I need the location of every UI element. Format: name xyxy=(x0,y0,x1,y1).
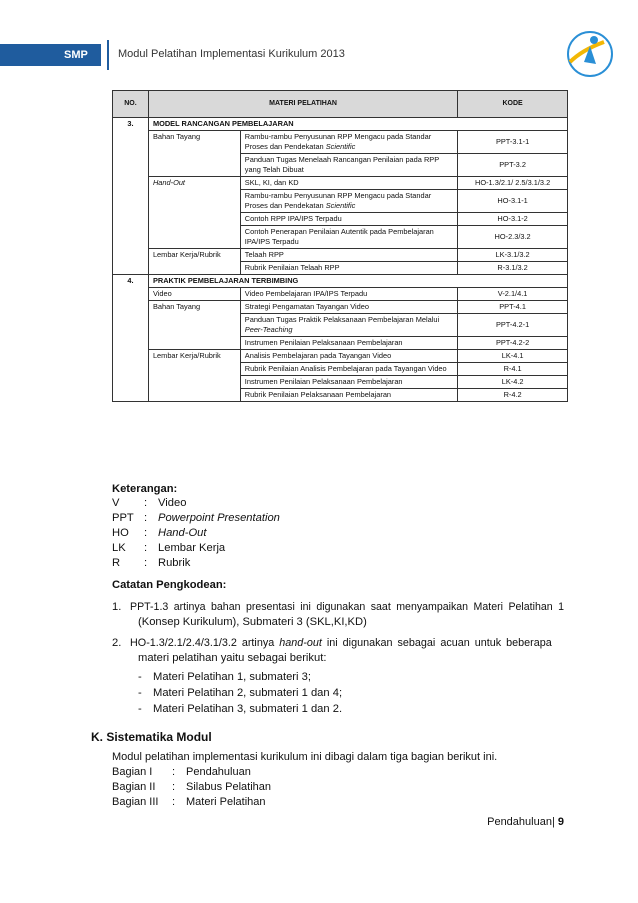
part-colon: : xyxy=(172,796,176,808)
legend-item: HO : Hand-Out xyxy=(112,527,207,539)
part-name: Materi Pelatihan xyxy=(186,796,266,808)
header-badge-bar xyxy=(0,44,101,66)
bullet-dash: - xyxy=(138,687,142,699)
s3-bahan-tayang: Bahan Tayang xyxy=(148,131,240,177)
table-row: Video Pembelajaran IPA/IPS Terpadu xyxy=(240,288,457,301)
catatan-p1-line1: PPT-1.3 artinya bahan presentasi ini digunakan saat menyampaikan Materi Pelatihan 1 xyxy=(130,601,564,613)
footer-label: Pendahuluan| xyxy=(487,816,555,828)
table-row: Rubrik Penilaian Pelaksanaan Pembelajaran xyxy=(240,389,457,402)
table-row: Panduan Tugas Praktik Pelaksanaan Pembelajaran Melalui Peer-Teaching xyxy=(240,314,457,337)
table-row: Instrumen Penilaian Pelaksanaan Pembelajaran xyxy=(240,337,457,350)
part-label: Bagian I xyxy=(112,766,153,778)
kode-cell: HO-1.3/2.1/ 2.5/3.1/3.2 xyxy=(458,177,568,190)
legend-item: LK : Lembar Kerja xyxy=(112,542,226,554)
catatan-p2-line1: HO-1.3/2.1/2.4/3.1/3.2 artinya hand-out ini digunakan sebagai acuan untuk beberapa xyxy=(130,637,552,649)
table-row: Rubrik Penilaian Analisis Pembelajaran pada Tayangan Video xyxy=(240,363,457,376)
s3-lembar: Lembar Kerja/Rubrik xyxy=(148,249,240,275)
table-row: Strategi Pengamatan Tayangan Video xyxy=(240,301,457,314)
page-number: 9 xyxy=(557,816,564,828)
table-row: Contoh RPP IPA/IPS Terpadu xyxy=(240,213,457,226)
catatan-p2-line2: materi pelatihan yaitu sebagai berikut: xyxy=(138,652,327,664)
table-row: Telaah RPP xyxy=(240,249,457,262)
table-row: Instrumen Penilaian Pelaksanaan Pembelajaran xyxy=(240,376,457,389)
catatan-title: Catatan Pengkodean: xyxy=(112,579,227,591)
list-number: 2. xyxy=(112,637,122,649)
col-no: NO. xyxy=(113,91,149,118)
legend-item: PPT : Powerpoint Presentation xyxy=(112,512,280,524)
part-name: Pendahuluan xyxy=(186,766,251,778)
header-divider xyxy=(107,40,109,70)
list-item: Materi Pelatihan 3, submateri 1 dan 2. xyxy=(153,703,343,715)
kode-cell: HO-3.1-2 xyxy=(458,213,568,226)
kode-cell: PPT-4.2-2 xyxy=(458,337,568,350)
s4-video: Video xyxy=(148,288,240,301)
bullet-dash: - xyxy=(138,703,142,715)
table-row: Rambu-rambu Penyusunan RPP Mengacu pada Standar Proses dan Pendekatan Scientific xyxy=(240,190,457,213)
kemdikbud-logo-icon xyxy=(560,28,616,84)
header-badge: SMP xyxy=(64,49,88,61)
bullet-dash: - xyxy=(138,671,142,683)
section3-title: MODEL RANCANGAN PEMBELAJARAN xyxy=(148,118,567,131)
part-label: Bagian II xyxy=(112,781,156,793)
kode-cell: PPT-4.1 xyxy=(458,301,568,314)
kode-cell: R-4.2 xyxy=(458,389,568,402)
part-colon: : xyxy=(172,781,176,793)
table-row: Rambu-rambu Penyusunan RPP Mengacu pada Standar Proses dan Pendekatan Scientific xyxy=(240,131,457,154)
legend-item: V : Video xyxy=(112,497,187,509)
kode-cell: R-4.1 xyxy=(458,363,568,376)
col-materi: MATERI PELATIHAN xyxy=(148,91,457,118)
part-label: Bagian III xyxy=(112,796,159,808)
kode-cell: PPT-3.1-1 xyxy=(458,131,568,154)
section4-no: 4. xyxy=(113,275,149,402)
header-title: Modul Pelatihan Implementasi Kurikulum 2013 xyxy=(118,48,345,60)
list-item: Materi Pelatihan 1, submateri 3; xyxy=(153,671,311,683)
kode-cell: PPT-3.2 xyxy=(458,154,568,177)
kode-cell: PPT-4.2-1 xyxy=(458,314,568,337)
table-row: Contoh Penerapan Penilaian Autentik pada Pembelajaran IPA/IPS Terpadu xyxy=(240,226,457,249)
part-name: Silabus Pelatihan xyxy=(186,781,272,793)
kode-cell: HO-2.3/3.2 xyxy=(458,226,568,249)
kode-cell: V-2.1/4.1 xyxy=(458,288,568,301)
s4-bahan-tayang: Bahan Tayang xyxy=(148,301,240,350)
s3-hand-out: Hand-Out xyxy=(148,177,240,249)
materi-table xyxy=(112,90,568,402)
table-row: Analisis Pembelajaran pada Tayangan Video xyxy=(240,350,457,363)
col-kode: KODE xyxy=(458,91,568,118)
kode-cell: LK-4.2 xyxy=(458,376,568,389)
kode-cell: LK-4.1 xyxy=(458,350,568,363)
page-footer xyxy=(487,816,564,828)
list-item: Materi Pelatihan 2, submateri 1 dan 4; xyxy=(153,687,343,699)
table-row: Rubrik Penilaian Telaah RPP xyxy=(240,262,457,275)
list-number: 1. xyxy=(112,601,122,613)
kode-cell: R-3.1/3.2 xyxy=(458,262,568,275)
kode-cell: HO-3.1-1 xyxy=(458,190,568,213)
table-row: Panduan Tugas Menelaah Rancangan Penilaian pada RPP yang Telah Dibuat xyxy=(240,154,457,177)
part-colon: : xyxy=(172,766,176,778)
table-row: SKL, KI, dan KD xyxy=(240,177,457,190)
section3-no: 3. xyxy=(113,118,149,275)
section-k-intro: Modul pelatihan implementasi kurikulum ini dibagi dalam tiga bagian berikut ini. xyxy=(112,751,498,763)
keterangan-title: Keterangan: xyxy=(112,483,178,495)
catatan-p1-line2: (Konsep Kurikulum), Submateri 3 (SKL,KI,KD) xyxy=(138,616,367,628)
legend-item: R : Rubrik xyxy=(112,557,191,569)
section-k-title: K. Sistematika Modul xyxy=(91,730,212,744)
section4-title: PRAKTIK PEMBELAJARAN TERBIMBING xyxy=(148,275,567,288)
kode-cell: LK-3.1/3.2 xyxy=(458,249,568,262)
s4-lembar: Lembar Kerja/Rubrik xyxy=(148,350,240,402)
